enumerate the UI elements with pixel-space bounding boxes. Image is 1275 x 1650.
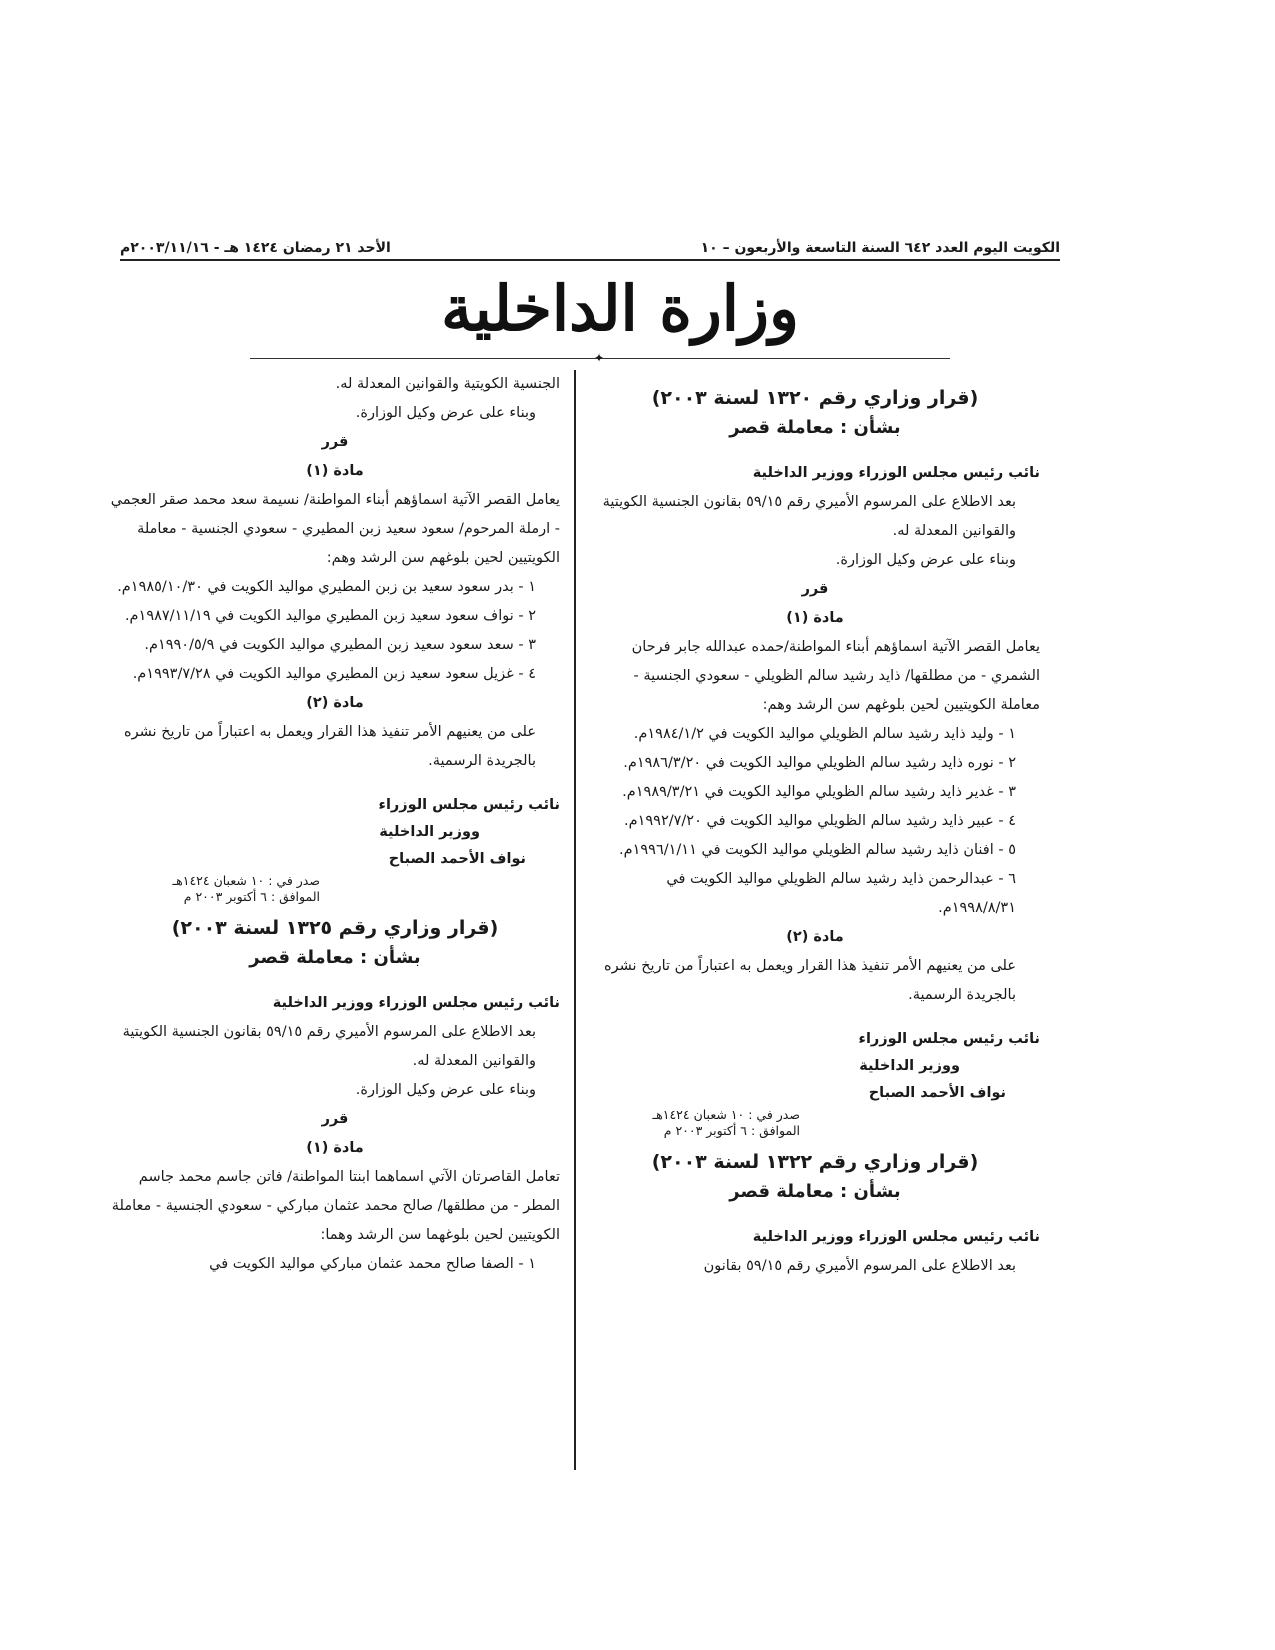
- decree-1325-preamble: بعد الاطلاع على المرسوم الأميري رقم ٥٩/١٥ بقانون الجنسية الكويتية والقوانين المعدلة له.: [122, 1024, 536, 1069]
- list-item: ٣ - غدير ذايد رشيد سالم الظويلي مواليد الكويت في ١٩٨٩/٣/٢١م.: [622, 784, 1016, 800]
- list-item: ١ - الصفا صالح محمد عثمان مباركي مواليد الكويت في: [209, 1256, 536, 1272]
- decree-1320-title: (قرار وزاري رقم ١٣٢٠ لسنة ٢٠٠٣): [651, 387, 979, 409]
- ornament-icon: ✦: [594, 351, 605, 365]
- header-date: الأحد ٢١ رمضان ١٤٢٤ هـ - ٢٠٠٣/١١/١٦م: [120, 240, 391, 256]
- signature-title-2: ووزير الداخلية: [859, 1058, 960, 1074]
- decree-1322-subject: بشأن : معاملة قصر: [729, 1181, 901, 1202]
- issued-date: صدر في : ١٠ شعبان ١٤٢٤هـ: [652, 1107, 800, 1122]
- list-item: ٥ - افنان ذايد رشيد سالم الظويلي مواليد الكويت في ١٩٩٦/١/١١م.: [619, 842, 1016, 858]
- decree-1322-decided: قرر: [321, 434, 349, 450]
- decree-1325-decided: قرر: [321, 1111, 349, 1127]
- ministry-title: وزارة الداخلية: [441, 272, 799, 345]
- decree-1325-article-1-text: تعامل القاصرتان الآتي اسماهما ابنتا المواطنة/ فاتن جاسم محمد جاسم المطر - من مطلقها/ صالح محمد عثمان مباركي - سعودي الجنسية - معاملة الكويتيين لحين بلوغهما سن الرشد وهما:: [111, 1169, 560, 1243]
- decree-1320-article-2-text: على من يعنيهم الأمر تنفيذ هذا القرار ويعمل به اعتباراً من تاريخ نشره بالجريدة الرسمية.: [604, 958, 1016, 1003]
- decree-1322-preamble-cont: الجنسية الكويتية والقوانين المعدلة له.: [335, 376, 560, 392]
- list-item: ٤ - عبير ذايد رشيد سالم الظويلي مواليد الكويت في ١٩٩٢/٧/٢٠م.: [624, 813, 1016, 829]
- list-item: ٢ - نواف سعود سعيد زبن المطيري مواليد الكويت في ١٩٨٧/١١/١٩م.: [124, 608, 536, 624]
- decree-1322-article-1-text: يعامل القصر الآتية اسماؤهم أبناء المواطنة/ نسيمة سعد محمد صقر العجمي - ارملة المرحوم/ سعود سعيد زبن المطيري - سعودي الجنسية - معاملة الكويتيين لحين بلوغهم سن الرشد وهم:: [110, 492, 560, 566]
- decree-1320-article-1-text: يعامل القصر الآتية اسماؤهم أبناء المواطنة/حمده عبدالله جابر فرحان الشمري - من مطلقها/ ذايد رشيد سالم الظويلي - سعودي الجنسية - معاملة الكويتيين لحين بلوغهم سن الرشد وهم:: [631, 639, 1040, 713]
- decree-1320-article-2: مادة (٢): [786, 929, 844, 945]
- decree-1322-title: (قرار وزاري رقم ١٣٢٢ لسنة ٢٠٠٣): [651, 1151, 979, 1173]
- decree-1322-preamble-2: وبناء على عرض وكيل الوزارة.: [355, 405, 536, 421]
- decree-1320-decided: قرر: [801, 581, 829, 597]
- decree-1322-article-2: مادة (٢): [306, 695, 364, 711]
- decree-1320-preamble-2: وبناء على عرض وكيل الوزارة.: [835, 552, 1016, 568]
- decree-1320-subject: بشأن : معاملة قصر: [729, 417, 901, 438]
- signature-title-1: نائب رئيس مجلس الوزراء: [378, 797, 560, 813]
- decree-1322-authority: نائب رئيس مجلس الوزراء ووزير الداخلية: [752, 1229, 1040, 1245]
- decree-1325-title: (قرار وزاري رقم ١٣٢٥ لسنة ٢٠٠٣): [171, 917, 499, 939]
- list-item: ٢ - نوره ذايد رشيد سالم الظويلي مواليد الكويت في ١٩٨٦/٣/٢٠م.: [623, 755, 1016, 771]
- decree-1325-article-1: مادة (١): [306, 1140, 364, 1156]
- decree-1325-preamble-2: وبناء على عرض وكيل الوزارة.: [355, 1082, 536, 1098]
- decree-1325-authority: نائب رئيس مجلس الوزراء ووزير الداخلية: [272, 995, 560, 1011]
- header-issue-info: الكويت اليوم العدد ٦٤٢ السنة التاسعة والأربعون – ١٠: [700, 240, 1060, 256]
- column-divider: [574, 370, 576, 1470]
- left-column: [110, 370, 560, 1279]
- decree-1325-subject: بشأن : معاملة قصر: [249, 947, 421, 968]
- decree-1322-article-2-text: على من يعنيهم الأمر تنفيذ هذا القرار ويعمل به اعتباراً من تاريخ نشره بالجريدة الرسمية.: [124, 724, 536, 769]
- issued-date-gregorian: الموافق : ٦ أكتوبر ٢٠٠٣ م: [183, 889, 320, 904]
- right-column: [590, 383, 1040, 1281]
- list-item: ١ - بدر سعود سعيد بن زبن المطيري مواليد الكويت في ١٩٨٥/١٠/٣٠م.: [117, 579, 536, 595]
- list-item: ٦ - عبدالرحمن ذايد رشيد سالم الظويلي مواليد الكويت في ١٩٩٨/٨/٣١م.: [666, 871, 1016, 916]
- decree-1320-authority: نائب رئيس مجلس الوزراء ووزير الداخلية: [752, 465, 1040, 481]
- issued-date: صدر في : ١٠ شعبان ١٤٢٤هـ: [172, 873, 320, 888]
- list-item: ١ - وليد ذايد رشيد سالم الظويلي مواليد الكويت في ١٩٨٤/١/٢م.: [633, 726, 1016, 742]
- decree-1322-preamble: بعد الاطلاع على المرسوم الأميري رقم ٥٩/١٥ بقانون: [703, 1258, 1016, 1274]
- signature-title-1: نائب رئيس مجلس الوزراء: [858, 1031, 1040, 1047]
- list-item: ٤ - غزيل سعود سعيد زبن المطيري مواليد الكويت في ١٩٩٣/٧/٢٨م.: [132, 666, 536, 682]
- signature-name: نواف الأحمد الصباح: [388, 851, 526, 867]
- signature-title-2: ووزير الداخلية: [379, 824, 480, 840]
- decree-1320-preamble: بعد الاطلاع على المرسوم الأميري رقم ٥٩/١٥ بقانون الجنسية الكويتية والقوانين المعدلة له.: [602, 494, 1016, 539]
- signature-name: نواف الأحمد الصباح: [868, 1085, 1006, 1101]
- ornamental-rule: [250, 352, 950, 364]
- page-header: [120, 240, 1060, 261]
- decree-1322-article-1: مادة (١): [306, 463, 364, 479]
- issued-date-gregorian: الموافق : ٦ أكتوبر ٢٠٠٣ م: [663, 1123, 800, 1138]
- list-item: ٣ - سعد سعود سعيد زبن المطيري مواليد الكويت في ١٩٩٠/٥/٩م.: [144, 637, 536, 653]
- decree-1320-article-1: مادة (١): [786, 610, 844, 626]
